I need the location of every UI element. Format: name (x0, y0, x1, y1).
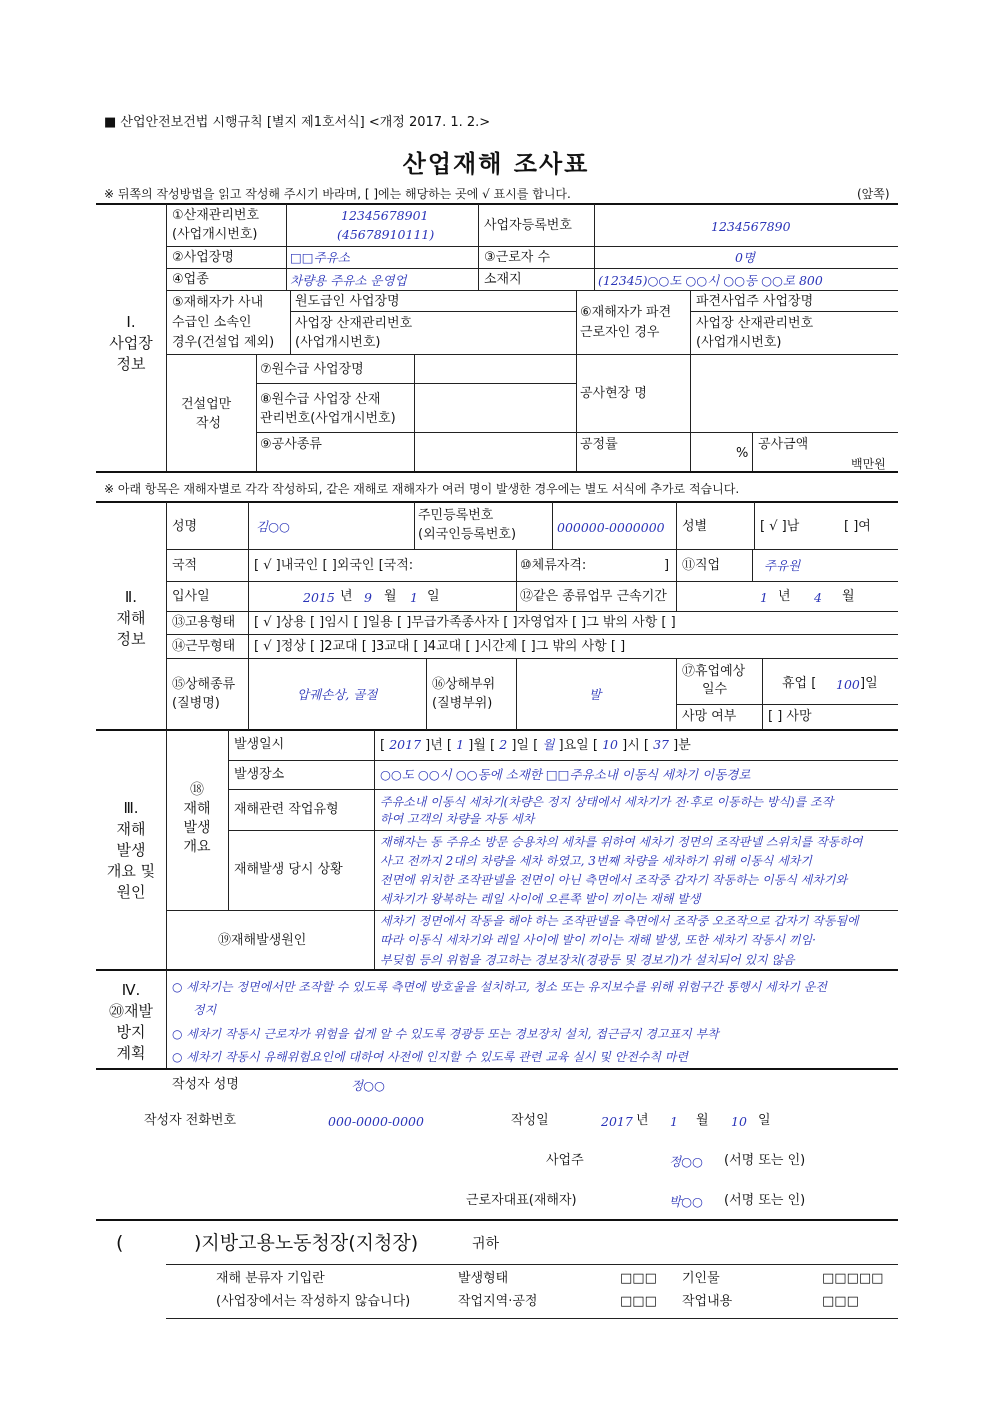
author-phone-label: 작성자 전화번호 (144, 1113, 237, 1128)
cause-line-3: 부딪힘 등의 위험을 경고하는 경보장치(경광등 및 경보기)가 설치되어 있지 않음 (380, 953, 795, 967)
industrial-accident-number-label: ①산재관리번호 (172, 208, 260, 223)
injury-type-value: 압궤손상, 골절 (297, 687, 378, 702)
work-shift-options[interactable]: [ √ ]정상 [ ]2교대 [ ]3교대 [ ]4교대 [ ]시간제 [ ]그 밖의 사항 [ ] (254, 639, 626, 654)
employment-type-label: ⑬고용형태 (172, 615, 236, 630)
prime-contractor-number-label-1: 사업장 산재관리번호 (295, 316, 413, 331)
prime-contractor-number-label-a: ⑧원수급 사업장 산재 (260, 392, 381, 407)
employment-type-options[interactable]: [ √ ]상용 [ ]임시 [ ]일용 [ ]무급가족종사자 [ ]자영업자 [ ]그 밖의 사항 [ ] (254, 615, 676, 630)
progress-rate-label: 공정률 (580, 437, 618, 452)
business-registration-label: 사업자등록번호 (484, 218, 572, 233)
injury-part-label-1: ⑯상해부위 (432, 677, 496, 692)
worker-rep-label: 근로자대표(재해자) (466, 1193, 577, 1208)
situation-line-4: 세차기가 왕복하는 레일 사이에 오른쪽 발이 끼이는 재해 발생 (380, 892, 701, 906)
worker-count-value: 0명 (735, 250, 756, 265)
occurrence-place-value: ○○도 ○○시 ○○동에 소재한 □□주유소내 이동식 세차기 이동경로 (380, 767, 751, 782)
dispatch-employer-name-label: 파견사업주 사업장명 (696, 294, 814, 309)
workplace-name-label: ②사업장명 (172, 250, 234, 265)
industrial-accident-number-value: 12345678901 (341, 208, 429, 223)
subcontractor-label-2: 수급인 소속인 (172, 315, 252, 330)
occurrence-type-boxes[interactable]: □□□ (620, 1271, 657, 1286)
employer-name-value: 정○○ (669, 1154, 703, 1169)
same-work-tenure-label: ⑫같은 종류업무 근속기간 (520, 589, 667, 604)
address-value: (12345)○○도 ○○시 ○○동 ○○로 800 (598, 273, 823, 288)
occurrence-place-label: 발생장소 (234, 767, 285, 782)
situation-line-3: 전면에 위치한 조작판넬을 전면이 아닌 측면에서 조작중 갑자기 작동하는 이동식 세차기와 (380, 873, 848, 887)
construction-site-name-label: 공사현장 명 (580, 386, 647, 401)
resident-number-label-2: (외국인등록번호) (418, 527, 517, 542)
section-2-label: Ⅱ. 재해 정보 (116, 588, 146, 648)
tenure-years-unit: 년 (778, 589, 791, 604)
causative-object-boxes[interactable]: □□□□□ (822, 1271, 884, 1286)
nationality-label: 국적 (172, 558, 198, 573)
dispatched-worker-label-2: 근로자인 경우 (580, 325, 660, 340)
cause-line-2: 따라 이동식 세차기와 레일 사이에 발이 끼이는 재해 발생, 또한 세차기 작동시 끼임· (380, 933, 816, 947)
per-victim-notice: ※ 아래 항목은 재해자별로 각각 작성하되, 같은 재해로 재해자가 여러 명이 발생한 경우에는 별도 서식에 추가로 적습니다. (104, 482, 740, 496)
tenure-months-unit: 월 (842, 589, 855, 604)
tenure-months-value: 4 (814, 590, 822, 605)
construction-only-label-1: 건설업만 (181, 397, 232, 412)
expected-leave-label-2: 일수 (702, 682, 728, 697)
author-name-label: 작성자 성명 (172, 1077, 239, 1092)
industry-value: 차량용 주유소 운영업 (290, 273, 407, 288)
construction-amount-label: 공사금액 (758, 437, 809, 452)
hire-date-label: 입사일 (172, 589, 210, 604)
classifier-field-label-2: (사업장에서는 작성하지 않습니다) (216, 1294, 411, 1309)
prime-contractor-workplace-label: ⑦원수급 사업장명 (260, 362, 364, 377)
written-date-label: 작성일 (511, 1113, 549, 1128)
work-area-label: 작업지역·공정 (458, 1294, 538, 1309)
resident-number-value: 000000-0000000 (557, 520, 665, 535)
work-content-label: 작업내용 (682, 1294, 733, 1309)
written-month-value: 1 (670, 1114, 678, 1129)
expected-leave-label-1: ⑰휴업예상 (682, 664, 746, 679)
nationality-options[interactable]: [ √ ]내국인 [ ]외국인 [국적: (254, 558, 414, 573)
leave-prefix: 휴업 [ (782, 676, 817, 691)
instruction-text: ※ 뒤쪽의 작성방법을 읽고 작성해 주시기 바라며, [ ]에는 해당하는 곳에 √ 표시를 합니다. (104, 187, 571, 201)
resident-number-label-1: 주민등록번호 (418, 508, 494, 523)
death-checkbox[interactable]: [ ] 사망 (768, 709, 812, 724)
construction-only-label-2: 작성 (196, 416, 222, 431)
work-content-boxes[interactable]: □□□ (822, 1294, 859, 1309)
amount-unit: 백만원 (851, 457, 886, 471)
situation-line-1: 재해자는 동 주유소 방문 승용차의 세차를 위하여 세차기 정면의 조작판넬 스위치를 작동하여 (380, 835, 863, 849)
form-title: 산업재해 조사표 (402, 150, 590, 178)
construction-type-label: ⑨공사종류 (260, 437, 322, 452)
section-3-label: Ⅲ. 재해 발생 개요 및 원인 (106, 799, 156, 901)
work-type-line-1: 주유소내 이동식 세차기(차량은 정지 상태에서 세차기가 전·후로 이동하는 방식)를 조작 (380, 795, 834, 809)
business-start-number-value: (45678910111) (337, 227, 435, 242)
hire-day-unit: 일 (427, 589, 440, 604)
occurrence-type-label: 발생형태 (458, 1271, 509, 1286)
work-type-line-2: 하여 고객의 차량을 자동 세차 (380, 812, 535, 826)
author-phone-value: 000-0000-0000 (328, 1114, 424, 1129)
occupation-value: 주유원 (764, 558, 801, 573)
prevention-plan-3: ○ 세차기 작동시 유해위험요인에 대하여 사전에 인지할 수 있도록 관련 교육 실시 및 안전수칙 마련 (172, 1050, 688, 1064)
employer-sign-note: (서명 또는 인) (724, 1153, 806, 1168)
written-year-value: 2017 (601, 1114, 633, 1129)
situation-label: 재해발생 당시 상황 (234, 862, 343, 877)
labor-office-addressee: )지방고용노동청장(지청장) (194, 1232, 419, 1254)
occurrence-datetime-row: [ 2017 ]년 [ 1 ]월 [ 2 ]일 [ 월 ]요일 [ 10 ]시 [ 37 ]분 (380, 737, 691, 753)
leave-days-value: 100 (836, 677, 860, 692)
hire-month-unit: 월 (384, 589, 397, 604)
accident-overview-label: ⑱ 재해 발생 개요 (183, 782, 211, 855)
situation-line-2: 사고 전까지 2대의 차량을 세차 하였고, 3번째 차량을 세차하기 위해 이동식 세차기 (380, 854, 812, 868)
business-registration-value: 1234567890 (711, 219, 791, 234)
written-day-value: 10 (731, 1114, 747, 1129)
office-open-paren: ( (116, 1232, 124, 1254)
residence-status-bracket: ] (664, 558, 670, 573)
death-label: 사망 여부 (682, 709, 737, 724)
prevention-plan-1-line-2: 정지 (193, 1003, 217, 1017)
hire-year-value: 2015 (303, 590, 335, 605)
legal-reference: ■ 산업안전보건법 시행규칙 [별지 제1호서식] <개정 2017. 1. 2.> (104, 115, 491, 130)
occurrence-datetime-label: 발생일시 (234, 737, 285, 752)
cause-line-1: 세차기 정면에서 작동을 해야 하는 조작판넬을 측면에서 조작중 오조작으로 갑자기 작동됨에 (380, 914, 859, 928)
victim-name-label: 성명 (172, 519, 198, 534)
injury-type-label-1: ⑮상해종류 (172, 677, 236, 692)
causative-object-label: 기인물 (682, 1271, 720, 1286)
victim-name-value: 김○○ (256, 519, 290, 534)
author-name-value: 정○○ (351, 1078, 385, 1093)
hire-day-value: 1 (410, 590, 418, 605)
worker-rep-value: 박○○ (669, 1194, 703, 1209)
gender-female-checkbox[interactable]: [ ]여 (844, 519, 871, 534)
work-type-label: 재해관련 작업유형 (234, 802, 339, 817)
classifier-field-label-1: 재해 분류자 기입란 (216, 1271, 325, 1286)
prime-contractor-number-label-2: (사업개시번호) (295, 335, 381, 350)
work-area-boxes[interactable]: □□□ (620, 1294, 657, 1309)
section-1-label: Ⅰ. 사업장 정보 (109, 313, 153, 373)
prime-contractor-name-label: 원도급인 사업장명 (295, 294, 400, 309)
workplace-name-value: □□주유소 (290, 250, 350, 265)
residence-status-label: ⑩체류자격: (520, 558, 587, 573)
gender-label: 성별 (682, 519, 708, 534)
percent-sign: % (736, 446, 749, 461)
work-shift-label: ⑭근무형태 (172, 639, 236, 654)
industry-label: ④업종 (172, 272, 209, 287)
accident-cause-label: ⑲재해발생원인 (218, 933, 307, 948)
subcontractor-label-3: 경우(건설업 제외) (172, 335, 275, 350)
dispatched-worker-label-1: ⑥재해자가 파견 (580, 305, 672, 320)
hire-month-value: 9 (364, 590, 372, 605)
prevention-plan-2: ○ 세차기 작동시 근로자가 위험을 쉽게 알 수 있도록 경광등 또는 경보장치 설치, 접근금지 경고표지 부착 (172, 1027, 719, 1041)
prevention-plan-1-line-1: ○ 세차기는 정면에서만 조작할 수 있도록 측면에 방호울을 설치하고, 청소 또는 유지보수를 위해 위험구간 통행시 세차기 운전 (172, 980, 827, 994)
employer-label: 사업주 (546, 1153, 584, 1168)
leave-suffix: ]일 (860, 676, 878, 691)
written-day-unit: 일 (758, 1113, 771, 1128)
written-month-unit: 월 (696, 1113, 709, 1128)
business-start-number-label: (사업개시번호) (172, 227, 258, 242)
honorific: 귀하 (472, 1236, 500, 1252)
front-side-label: (앞쪽) (857, 187, 890, 201)
gender-male-checkbox[interactable]: [ √ ]남 (760, 519, 800, 534)
dispatch-employer-number-label-1: 사업장 산재관리번호 (696, 316, 814, 331)
injury-part-label-2: (질병부위) (432, 696, 493, 711)
section-4-label: Ⅳ. ⑳재발 방지 계획 (109, 981, 153, 1062)
subcontractor-label-1: ⑤재해자가 사내 (172, 295, 264, 310)
worker-rep-sign-note: (서명 또는 인) (724, 1193, 806, 1208)
tenure-years-value: 1 (760, 590, 768, 605)
address-label: 소재지 (484, 272, 522, 287)
worker-count-label: ③근로자 수 (484, 250, 551, 265)
injury-type-label-2: (질병명) (172, 696, 220, 711)
occupation-label: ⑪직업 (682, 558, 721, 573)
injury-part-value: 발 (589, 687, 602, 702)
written-year-unit: 년 (636, 1113, 649, 1128)
dispatch-employer-number-label-2: (사업개시번호) (696, 335, 782, 350)
hire-year-unit: 년 (340, 589, 353, 604)
prime-contractor-number-label-b: 관리번호(사업개시번호) (260, 411, 396, 426)
